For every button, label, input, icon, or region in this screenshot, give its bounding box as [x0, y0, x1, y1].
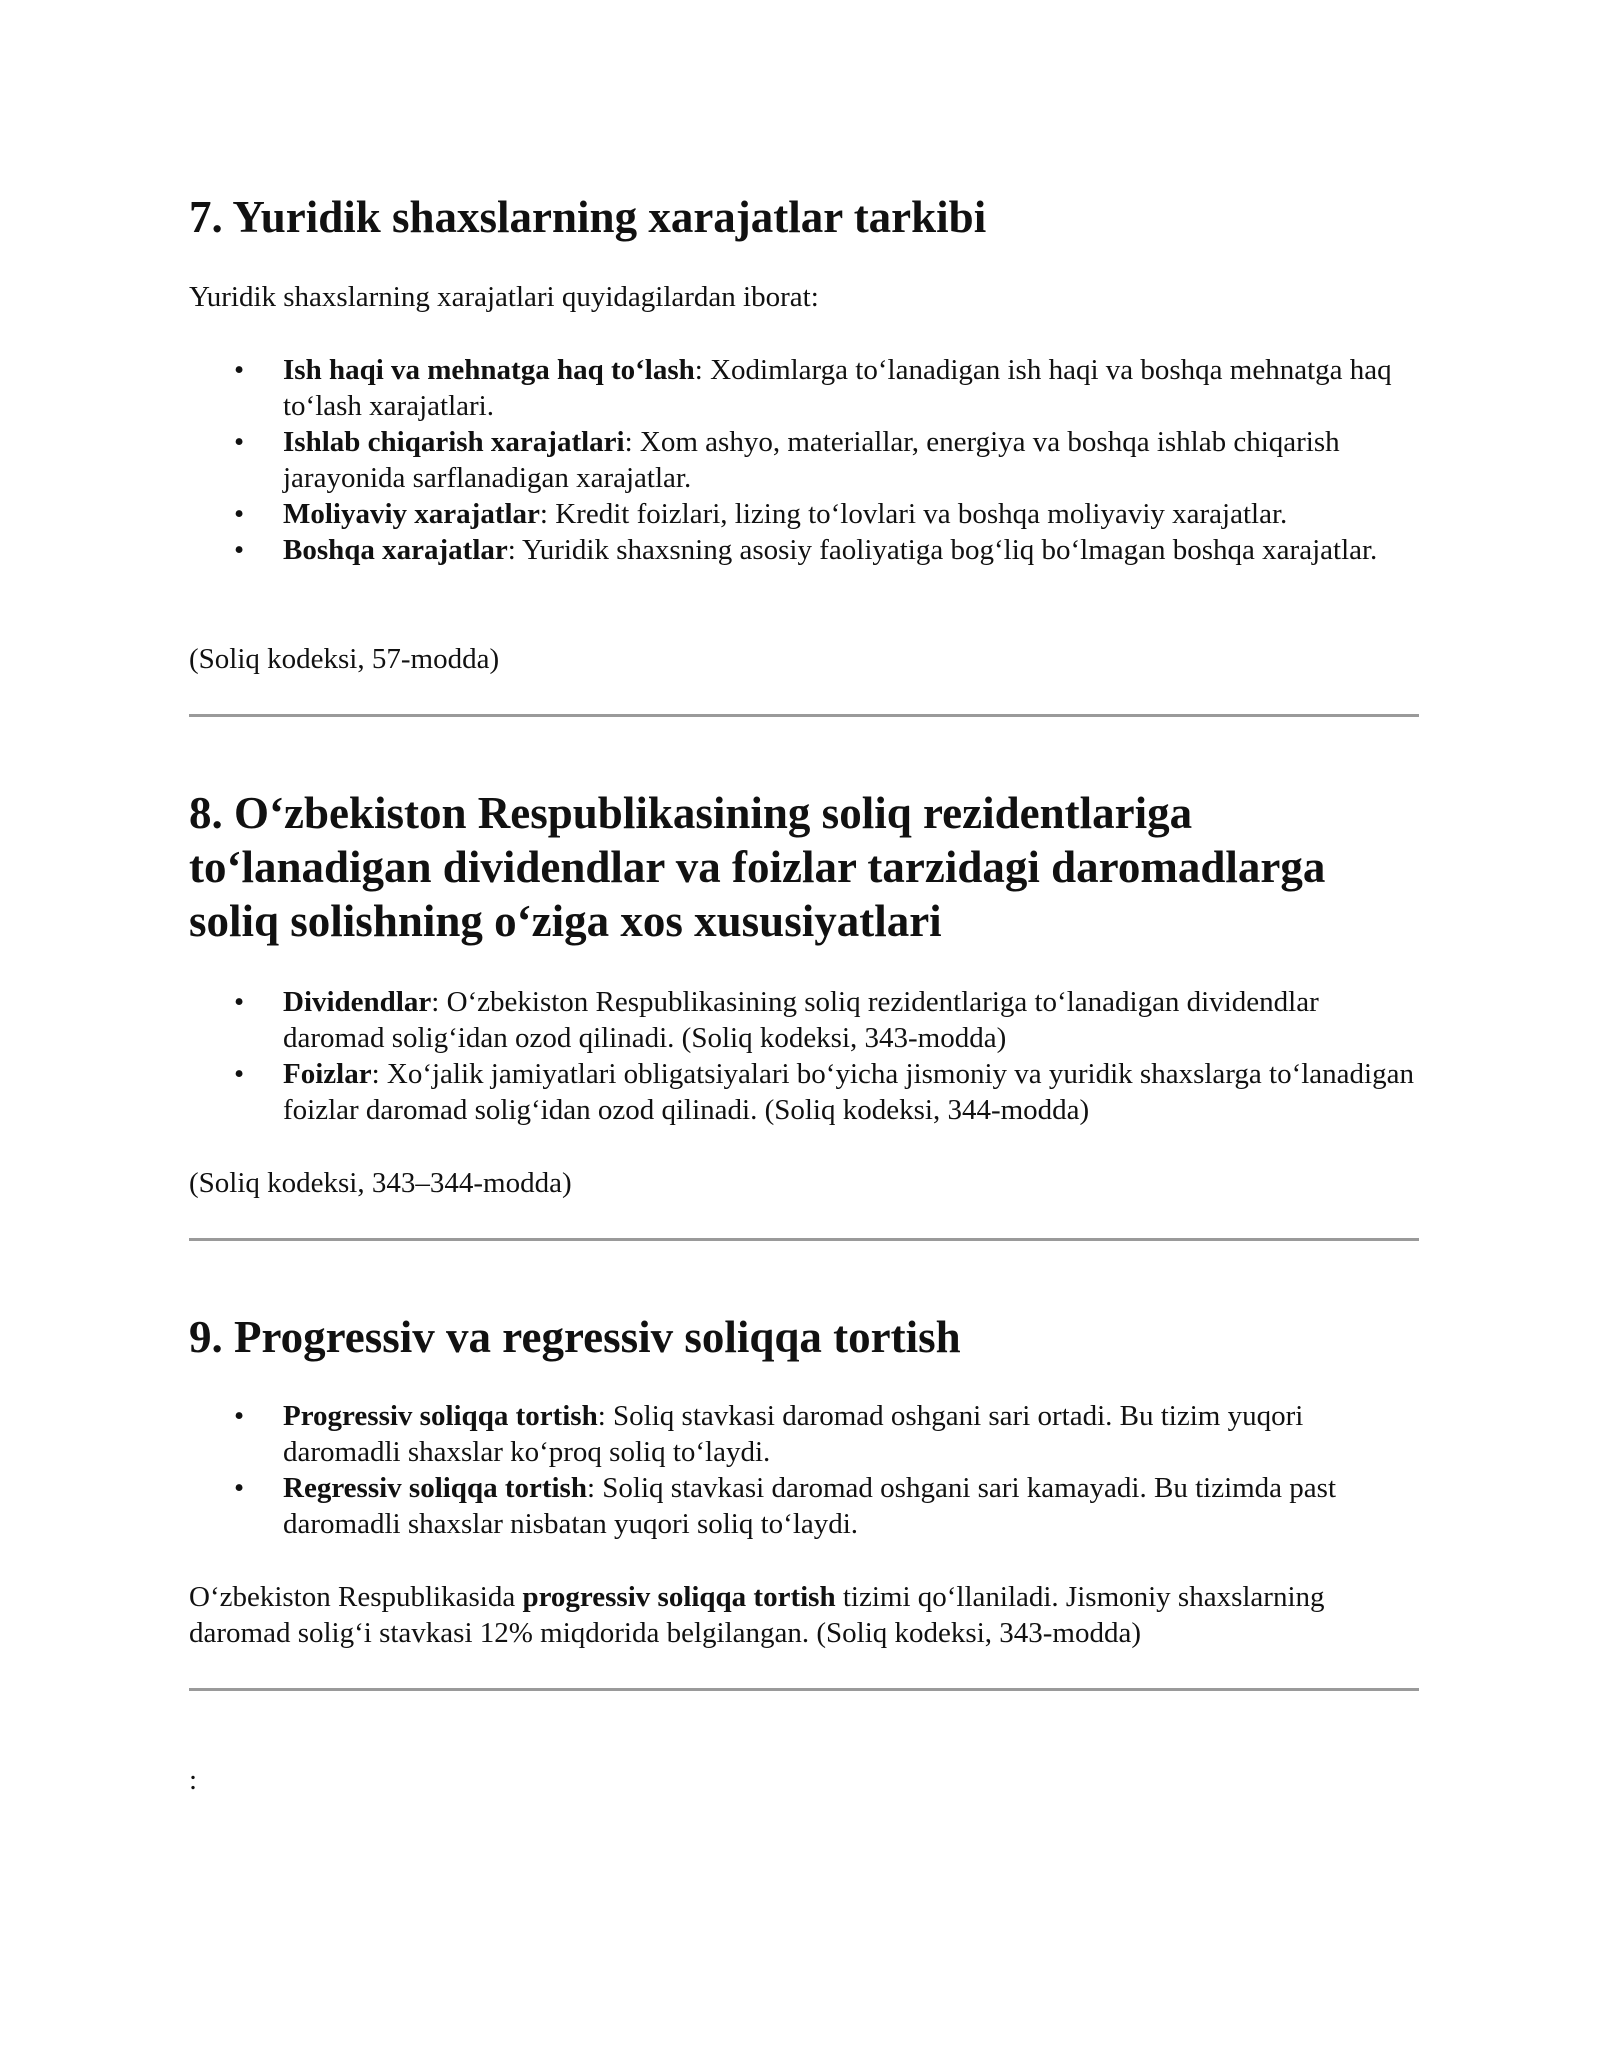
- list-item-term: Moliyaviy xarajatlar: [283, 498, 540, 530]
- list-item-term: Regressiv soliqqa tortish: [283, 1472, 587, 1504]
- list-item-separator: :: [371, 1058, 387, 1090]
- section-7-list: [189, 352, 1419, 568]
- bullet-icon: •: [234, 1058, 245, 1090]
- list-item-separator: :: [597, 1400, 614, 1432]
- section-8-title: 8. O‘zbekiston Respublikasining soliq rezidentlariga to‘lanadigan dividendlar va foizlar tarzidagi daromadlarga soliq solishning o‘ziga xos xususiyatlari: [189, 788, 1326, 946]
- section-7-title: 7. Yuridik shaxslarning xarajatlar tarkibi: [189, 192, 987, 242]
- closing-text-bold: progressiv soliqqa tortish: [522, 1581, 836, 1613]
- closing-text-start: O‘zbekiston Respublikasida: [189, 1581, 523, 1613]
- bullet-icon: •: [234, 354, 245, 386]
- list-item-term: Foizlar: [283, 1058, 372, 1090]
- section-7-source: (Soliq kodeksi, 57-modda): [189, 643, 500, 675]
- list-item-text: Xo‘jalik jamiyatlari obligatsiyalari bo‘yicha jismoniy va yuridik shaxslarga to‘lanadigan foizlar daromad solig‘idan ozod qilinadi. (Soliq kodeksi, 344-modda): [283, 1058, 1414, 1126]
- bullet-icon: •: [234, 534, 245, 566]
- bullet-icon: •: [234, 498, 245, 530]
- list-item-separator: :: [507, 534, 522, 566]
- list-item-text: O‘zbekiston Respublikasining soliq rezidentlariga to‘lanadigan dividendlar daromad solig‘idan ozod qilinadi. (Soliq kodeksi, 343-modda): [283, 986, 1319, 1054]
- list-item: [189, 1056, 1419, 1128]
- list-item: [189, 352, 1419, 424]
- list-item: [189, 984, 1419, 1056]
- section-divider: [189, 1688, 1419, 1691]
- closing-text-end: tizimi qo‘llaniladi. Jismoniy shaxslarning daromad solig‘i stavkasi 12% miqdorida belgilangan. (Soliq kodeksi, 343-modda): [189, 1581, 1325, 1649]
- list-item-text: Kredit foizlari, lizing to‘lovlari va boshqa moliyaviy xarajatlar.: [555, 498, 1288, 530]
- list-item-term: Ishlab chiqarish xarajatlari: [283, 426, 625, 458]
- section-8-source: (Soliq kodeksi, 343–344-modda): [189, 1167, 572, 1199]
- list-item-separator: :: [694, 354, 711, 386]
- list-item: [189, 496, 1419, 532]
- section-7-intro: Yuridik shaxslarning xarajatlari quyidagilardan iborat:: [189, 281, 819, 313]
- list-item-text: Yuridik shaxsning asosiy faoliyatiga bog‘liq bo‘lmagan boshqa xarajatlar.: [521, 534, 1378, 566]
- list-item-term: Progressiv soliqqa tortish: [283, 1400, 598, 1432]
- list-item-separator: :: [624, 426, 640, 458]
- section-divider: [189, 1238, 1419, 1241]
- section-8-list: [189, 984, 1419, 1128]
- bullet-icon: •: [234, 426, 245, 458]
- bullet-icon: •: [234, 1400, 245, 1432]
- section-9-title: 9. Progressiv va regressiv soliqqa tortish: [189, 1312, 961, 1362]
- list-item-separator: :: [539, 498, 556, 530]
- list-item: [189, 532, 1419, 568]
- list-item: [189, 424, 1419, 496]
- list-item-text: Soliq stavkasi daromad oshgani sari ortadi. Bu tizim yuqori daromadli shaxslar ko‘proq soliq to‘laydi.: [283, 1400, 1304, 1468]
- list-item-term: Boshqa xarajatlar: [283, 534, 508, 566]
- bullet-icon: •: [234, 986, 245, 1018]
- section-9-list: [189, 1398, 1419, 1542]
- list-item-separator: :: [586, 1472, 603, 1504]
- list-item-text: Xom ashyo, materiallar, energiya va boshqa ishlab chiqarish jarayonida sarflanadigan xarajatlar.: [283, 426, 1340, 494]
- list-item-text: Xodimlarga to‘lanadigan ish haqi va boshqa mehnatga haq to‘lash xarajatlari.: [283, 354, 1392, 422]
- list-item-separator: :: [431, 986, 447, 1018]
- section-9-closing: [189, 1579, 1419, 1651]
- list-item: [189, 1470, 1419, 1542]
- list-item-term: Ish haqi va mehnatga haq to‘lash: [283, 354, 695, 386]
- trailing-mark: :: [189, 1764, 198, 1796]
- list-item-text: Soliq stavkasi daromad oshgani sari kamayadi. Bu tizimda past daromadli shaxslar nisbatan yuqori soliq to‘laydi.: [283, 1472, 1337, 1540]
- section-divider: [189, 714, 1419, 717]
- list-item: [189, 1398, 1419, 1470]
- list-item-term: Dividendlar: [283, 986, 432, 1018]
- bullet-icon: •: [234, 1472, 245, 1504]
